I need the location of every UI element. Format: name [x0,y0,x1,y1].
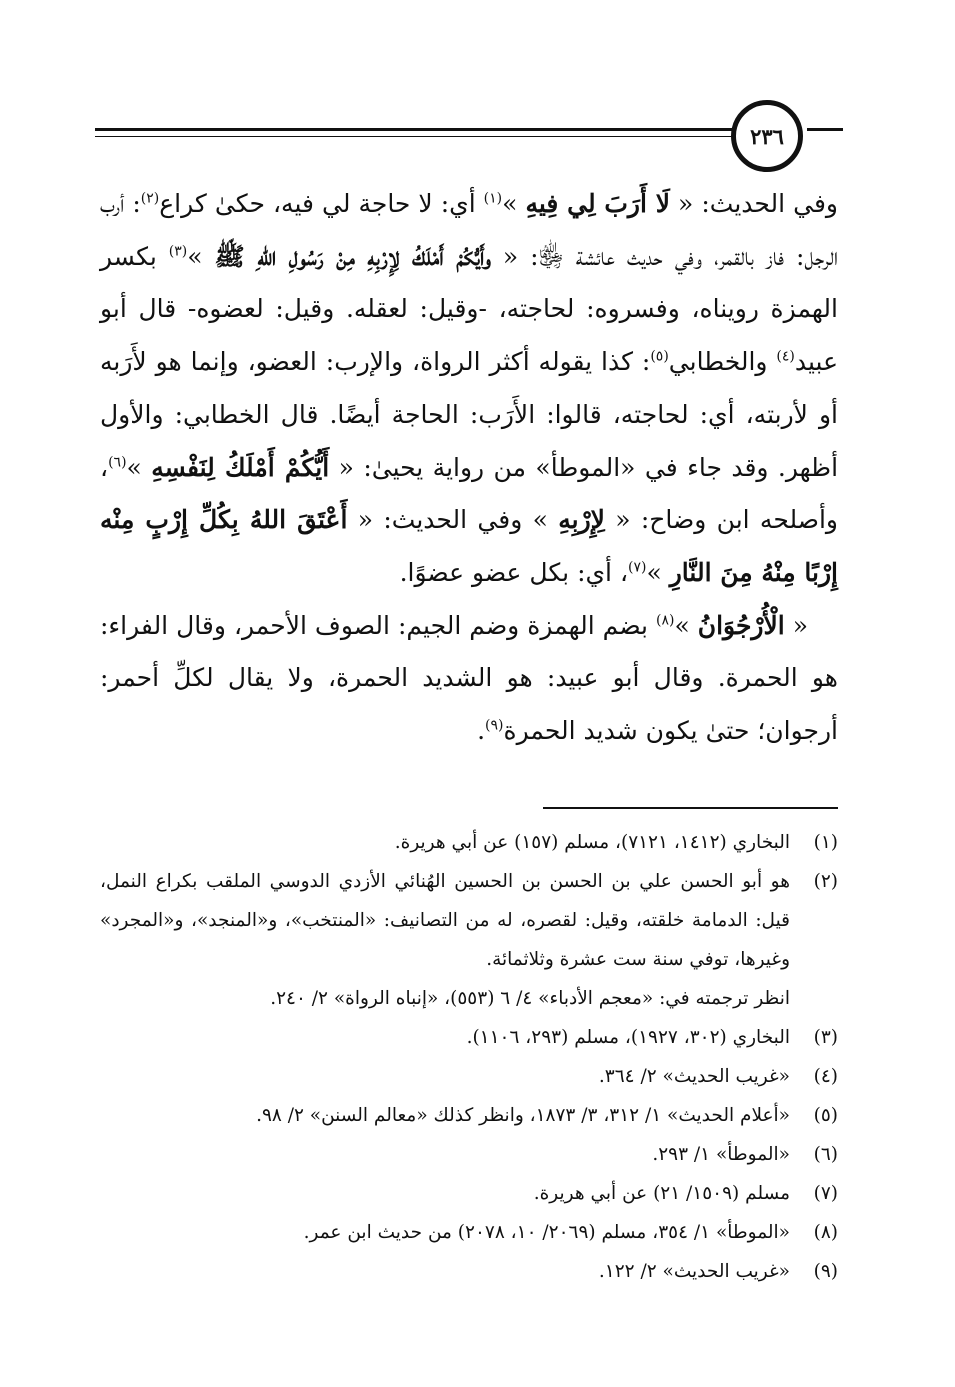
text-run: ، أي: بكل عضو عضوًا. [399,557,629,587]
footnote-ref: (٦) [108,454,127,471]
footnote-body: «الموطأ» ١/ ٣٥٤، مسلم (٢٠٦٩/ ١٠، ٢٠٧٨) من حديث ابن عمر. [303,1222,790,1243]
footnote-text [100,823,790,862]
footnote-divider [543,807,838,809]
text-run: والخطابي [668,347,777,377]
text-run: » [674,610,698,640]
footnote-text [100,1135,790,1174]
footnote-text [100,1057,790,1096]
text-run: أي: لا حاجة لي فيه، حكىٰ كراع [159,189,484,218]
footnote-number: (٥) [813,1105,838,1126]
text-run: : كذا يقوله أكثر الرواة، والإرب: العضو، وإنما هو لأَرَبه أو لأربته، أي: لحاجته، قالوا: الأَرَب: الحاجة أيضًا. قال الخطابي: والأول أظهر. وقد جاء في «الموطأ» من رواية يحيىٰ: « [100,347,839,482]
footnote-ref: (٨) [655,612,675,629]
footnote-body: هو أبو الحسن علي بن الحسن بن الحسين الهُنائي الأزدي الدوسي الملقب بكراع النمل، قيل: الدمامة خلقته، وقيل: لقصره، له من التصانيف: «المنتخب»، و«المنجد»، و«المجرد» وغيرها، توفي سنة ست عشرة وثلاثمائة. [100,871,790,970]
paragraph [100,178,838,600]
footnote-text [100,1096,790,1135]
footnote-number: (٧) [813,1183,838,1204]
footnote-number: (٢) [813,871,838,892]
footnote-text [100,1174,790,1213]
footnote-text [100,1018,790,1057]
footnote-number: (٨) [813,1222,838,1243]
footnote [100,1018,838,1057]
page-header [95,100,840,170]
text-run: : أرب الرجل: فاز بالقمر، وفي حديث عائشة ﵂: « [100,189,838,271]
footnote-ref: (٣) [168,243,188,260]
hadith-quote: وأَيُّكُمْ أَمْلَكُ لِإِرْبِهِ مِنْ رَسُولِ اللهِ ﷺ [214,241,491,271]
footnote-body: «غريب الحديث» ٢/ ١٢٢. [598,1261,790,1282]
footnote [100,1135,838,1174]
text-run: ، وأصلحه ابن وضاح: « [100,452,838,535]
footnote-body: «أعلام الحديث» ١/ ٣١٢، ٣/ ١٨٧٣، وانظر كذلك «معالم السنن» ٢/ ٩٨. [256,1105,790,1126]
footnote-ref: (٧) [628,559,647,576]
text-run: بكسر الهمزة رويناه، وفسروه: لحاجته، -وقيل: لعقله. وقيل: لعضوه- قال أبو عبيد [100,241,838,377]
footnotes [100,823,838,1291]
footnote-body: مسلم (١٥٠٩/ ٢١) عن أبي هريرة. [533,1183,790,1204]
header-rule-tail [807,128,843,131]
main-text [100,178,838,758]
footnote [100,1096,838,1135]
hadith-quote: لِإِرْبِهِ [558,505,605,535]
footnote-number: (٩) [813,1261,838,1282]
footnote [100,862,838,1018]
header-rule-thin [95,136,735,137]
footnote-body: «غريب الحديث» ٢/ ٣٦٤. [598,1066,790,1087]
text-run: « [784,610,809,640]
text-run: وفي الحديث: « [670,189,838,218]
header-rule-thick [95,128,735,131]
page-number-badge [731,100,803,172]
footnote [100,1213,838,1252]
text-run: » [502,189,526,218]
footnote-body: البخاري (١٤١٢، ٧١٢١)، مسلم (١٥٧) عن أبي هريرة. [394,832,790,853]
footnote [100,1174,838,1213]
text-run: . [477,716,486,746]
footnote-ref: (٥) [650,348,669,365]
footnote-extra: انظر ترجمته في: «معجم الأدباء» ٤/ ٦ (٥٥٣)، «إنباه الرواة» ٢/ ٢٤٠. [270,988,790,1009]
footnote-text [100,1252,790,1291]
footnote-number: (٦) [813,1144,838,1165]
footnote-ref: (٤) [776,348,795,365]
text-run: » [126,452,152,482]
text-run: » [187,241,215,271]
text-run: بضم الهمزة وضم الجيم: الصوف الأحمر، وقال الفراء: هو الحمرة. وقال أبو عبيد: هو الشديد الحمرة، ولا يقال لكلِّ أحمر: أرجوان؛ حتىٰ يكون شديد الحمرة [100,610,838,746]
footnote-ref: (٢) [140,190,160,207]
hadith-quote: أَعْتَقَ اللهُ بِكُلِّ إِرْبٍ مِنْه إِرْبًا مِنْهُ مِنَ النَّارِ [100,505,838,587]
footnote-body: «الموطأ» ١/ ٢٩٣. [652,1144,790,1165]
hadith-quote: أَيُّكُمْ أَمْلَكُ لِنَفْسِهِ [151,452,330,482]
footnote-ref: (٩) [485,717,504,734]
footnote-number: (٤) [813,1066,838,1087]
paragraph [100,600,838,758]
footnote-body: البخاري (٣٠٢، ١٩٢٧)، مسلم (٢٩٣، ١١٠٦). [466,1027,790,1048]
page-number: ٢٣٦ [750,123,784,149]
hadith-quote: لَا أَرَبَ لِي فِيهِ [525,189,670,218]
footnote-number: (٣) [813,1027,838,1048]
footnote-text [100,862,790,1018]
footnote-number: (١) [813,832,838,853]
text-run: » وفي الحديث: « [347,505,559,535]
footnote-ref: (١) [483,190,503,207]
footnote-text [100,1213,790,1252]
footnote [100,1252,838,1291]
hadith-quote: الْأُرْجُوَانُ [697,610,785,640]
footnote [100,1057,838,1096]
footnote [100,823,838,862]
text-run: » [646,557,670,587]
